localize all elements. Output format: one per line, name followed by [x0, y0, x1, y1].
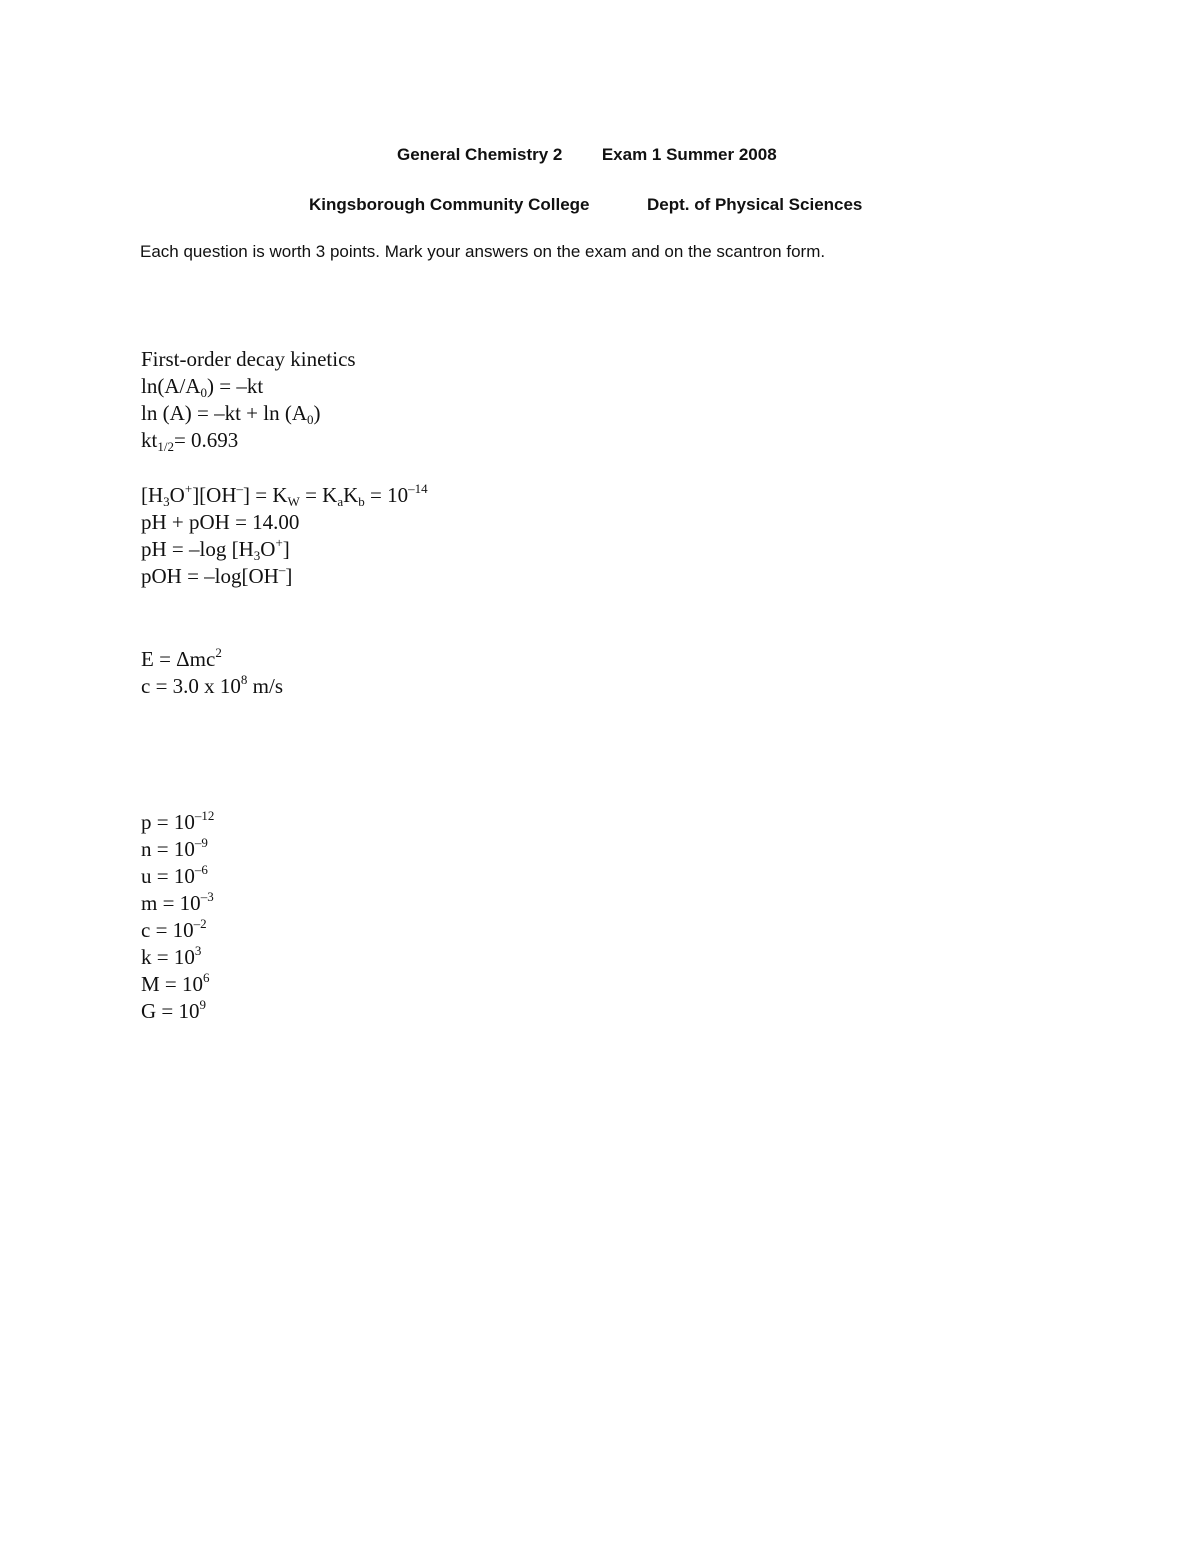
kinetics-equation-1: $\ln(A/A_0) = -kt$ — [141, 374, 264, 400]
poh-definition: pOH = –log[OH–] — [141, 562, 293, 588]
prefix-row: $M = 10^6$ — [141, 970, 210, 996]
kinetics-half-life: $kt_{1/2}= 0.693$ — [141, 428, 239, 454]
prefix-row: $n = 10^{-9}$ — [141, 835, 208, 861]
energy-formulas — [141, 646, 283, 700]
prefix-row: $p = 10^{-12}$ — [141, 808, 215, 834]
exam-name: Exam 1 Summer 2008 — [601, 145, 777, 164]
department-name: Dept. of Physical Sciences — [646, 195, 863, 214]
kinetics-equation-2: $\ln (A) = -kt + \ln (A_0)$ — [141, 401, 321, 427]
mass-energy-equation: E = Δmc$^2$ — [141, 645, 222, 671]
metric-prefixes — [141, 809, 214, 1025]
college-line — [309, 195, 862, 215]
ph-poh-sum: pH + pOH = 14.00 — [141, 510, 300, 534]
prefix-row: $u = 10^{-6}$ — [141, 862, 208, 888]
kinetics-title: First-order decay kinetics — [141, 347, 356, 371]
prefix-row: $k = 10^3$ — [141, 943, 202, 969]
college-name: Kingsborough Community College — [309, 195, 590, 214]
prefix-row: $G = 10^9$ — [141, 997, 207, 1023]
course-name: General Chemistry 2 — [397, 145, 563, 164]
kinetics-formulas — [141, 346, 356, 454]
ph-definition: pH = –log $[H_3O^+]$ — [141, 535, 290, 563]
water-equilibrium-equation: $[H_3O^+][OH^-] = K_W = K_aK_b = 10^{-14}$ — [141, 481, 428, 509]
instructions: Each question is worth 3 points. Mark your answers on the exam and on the scantron form. — [140, 242, 826, 261]
exam-title-line — [397, 145, 777, 165]
acid-base-formulas — [141, 482, 428, 590]
prefix-row: $c = 10^{-2}$ — [141, 916, 207, 942]
prefix-row: $m = 10^{-3}$ — [141, 889, 214, 915]
speed-of-light: c = 3.0 x $10^8$ m/s — [141, 672, 284, 698]
